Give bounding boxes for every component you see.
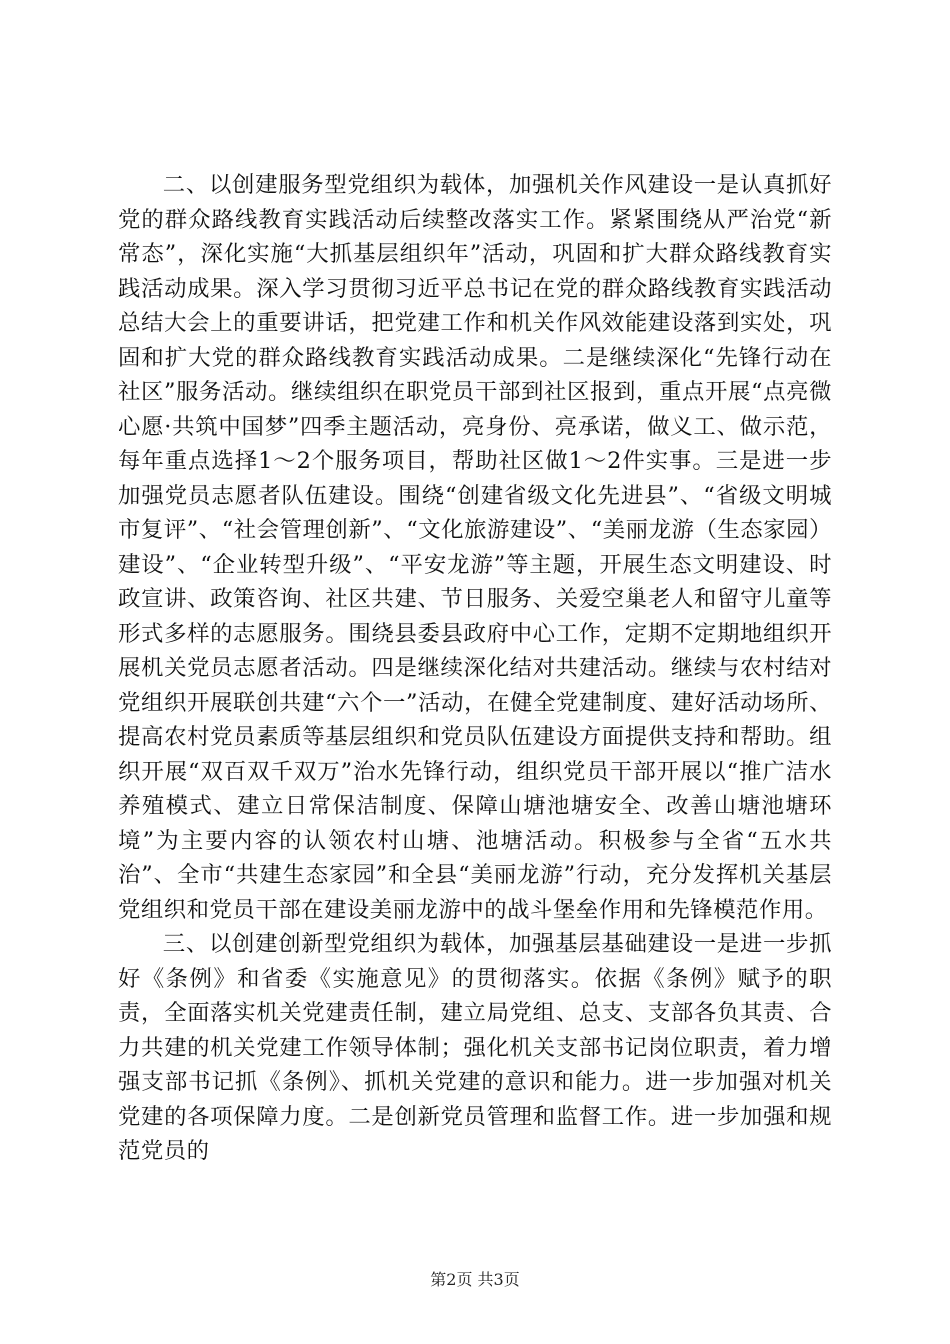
paragraph-innovation-oriented-party: 三、以创建创新型党组织为载体，加强基层基础建设一是进一步抓好《条例》和省委《实施意见》的贯彻落实。依据《条例》赋予的职责，全面落实机关党建责任制，建立局党组、总支、支部各负其责、合力共建的机关党建工作领导体制；强化机关支部书记岗位职责，着力增强支部书记抓《条例》、抓机关党建的意识和能力。进一步加强对机关党建的各项保障力度。二是创新党员管理和监督工作。进一步加强和规范党员的 xyxy=(118,931,832,1164)
paragraph-service-oriented-party: 二、以创建服务型党组织为载体，加强机关作风建设一是认真抓好党的群众路线教育实践活动后续整改落实工作。紧紧围绕从严治党“新常态”，深化实施“大抓基层组织年”活动，巩固和扩大群众路线教育实践活动成果。深入学习贯彻习近平总书记在党的群众路线教育实践活动总结大会上的重要讲话，把党建工作和机关作风效能建设落到实处，巩固和扩大党的群众路线教育实践活动成果。二是继续深化“先锋行动在社区”服务活动。继续组织在职党员干部到社区报到，重点开展“点亮微心愿·共筑中国梦”四季主题活动，亮身份、亮承诺，做义工、做示范，每年重点选择1～2个服务项目，帮助社区做1～2件实事。三是进一步加强党员志愿者队伍建设。围绕“创建省级文化先进县”、“省级文明城市复评”、“社会管理创新”、“文化旅游建设”、“美丽龙游（生态家园）建设”、“企业转型升级”、“平安龙游”等主题，开展生态文明建设、时政宣讲、政策咨询、社区共建、节日服务、关爱空巢老人和留守儿童等形式多样的志愿服务。围绕县委县政府中心工作，定期不定期地组织开展机关党员志愿者活动。四是继续深化结对共建活动。继续与农村结对党组织开展联创共建“六个一”活动，在健全党建制度、建好活动场所、提高农村党员素质等基层组织和党员队伍建设方面提供支持和帮助。组织开展“双百双千双万”治水先锋行动，组织党员干部开展以“推广洁水养殖模式、建立日常保洁制度、保障山塘池塘安全、改善山塘池塘环境”为主要内容的认领农村山塘、池塘活动。积极参与全省“五水共治”、全市“共建生态家园”和全县“美丽龙游”行动，充分发挥机关基层党组织和党员干部在建设美丽龙游中的战斗堡垒作用和先锋模范作用。 xyxy=(118,172,832,923)
document-body xyxy=(118,168,832,1169)
page-footer: 第2页 共3页 xyxy=(430,1270,520,1289)
